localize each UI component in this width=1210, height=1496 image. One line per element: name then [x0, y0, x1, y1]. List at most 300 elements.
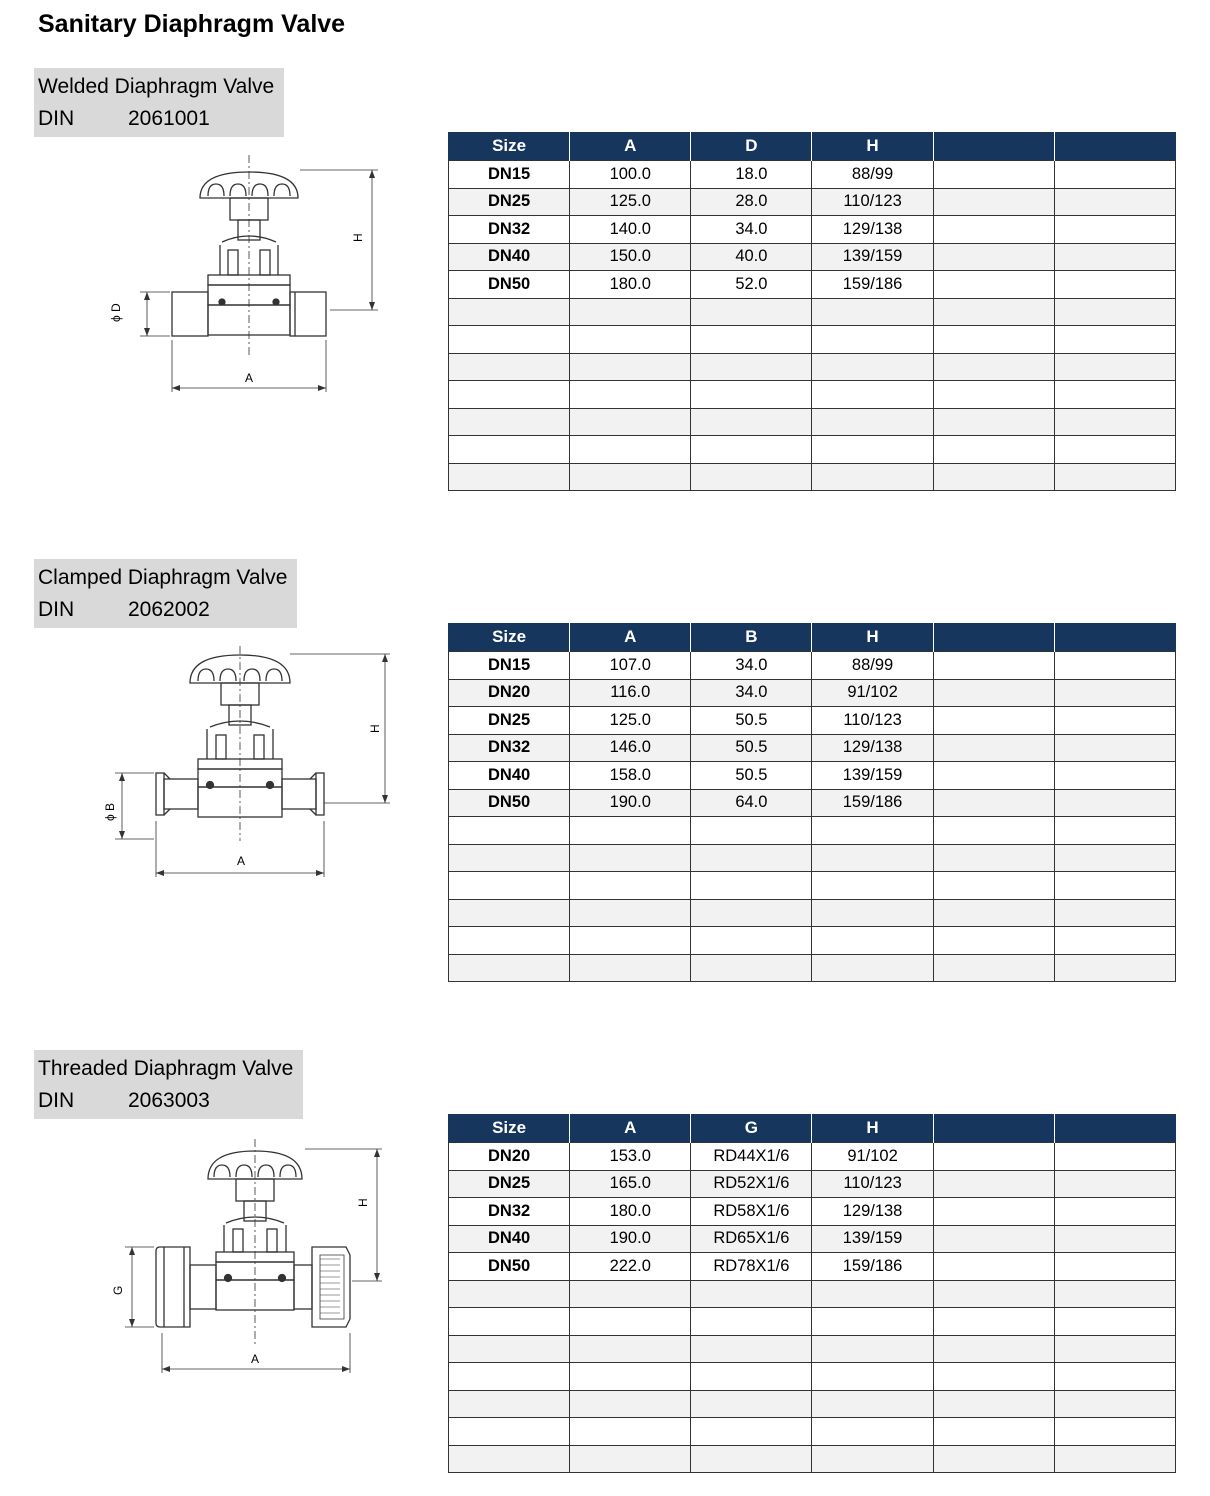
value-cell — [570, 1280, 691, 1308]
value-cell — [933, 872, 1054, 900]
size-cell — [449, 326, 570, 354]
value-cell — [812, 326, 933, 354]
value-cell — [691, 844, 812, 872]
value-cell: 139/159 — [812, 1225, 933, 1253]
value-cell — [812, 927, 933, 955]
value-cell — [933, 188, 1054, 216]
size-cell — [449, 844, 570, 872]
value-cell — [812, 817, 933, 845]
standard: DIN — [38, 107, 75, 130]
value-cell — [933, 161, 1054, 189]
value-cell — [570, 436, 691, 464]
value-cell: 190.0 — [570, 1225, 691, 1253]
value-cell — [1054, 1143, 1175, 1171]
value-cell — [1054, 817, 1175, 845]
value-cell — [1054, 188, 1175, 216]
value-cell — [570, 326, 691, 354]
value-cell — [933, 463, 1054, 491]
value-cell — [812, 1418, 933, 1446]
valve-drawing — [100, 150, 400, 410]
table-row — [449, 844, 1176, 872]
size-cell: DN50 — [449, 271, 570, 299]
value-cell — [812, 872, 933, 900]
length-label: A — [251, 1352, 260, 1366]
value-cell — [570, 408, 691, 436]
value-cell: 140.0 — [570, 216, 691, 244]
table-row — [449, 1308, 1176, 1336]
value-cell — [691, 326, 812, 354]
value-cell: 125.0 — [570, 188, 691, 216]
diameter-label: ϕ D — [109, 303, 123, 322]
value-cell: 129/138 — [812, 1198, 933, 1226]
value-cell — [933, 1253, 1054, 1281]
value-cell — [570, 353, 691, 381]
value-cell — [570, 872, 691, 900]
value-cell: 34.0 — [691, 679, 812, 707]
table-row — [449, 408, 1176, 436]
table-row — [449, 1253, 1176, 1281]
table-row — [449, 243, 1176, 271]
value-cell — [570, 1390, 691, 1418]
value-cell — [691, 408, 812, 436]
size-cell — [449, 381, 570, 409]
value-cell — [1054, 216, 1175, 244]
value-cell: 100.0 — [570, 161, 691, 189]
value-cell — [570, 1418, 691, 1446]
value-cell: 88/99 — [812, 652, 933, 680]
height-label: H — [368, 724, 382, 733]
value-cell — [1054, 1198, 1175, 1226]
section-welded — [0, 0, 1210, 460]
value-cell — [933, 762, 1054, 790]
value-cell — [570, 381, 691, 409]
value-cell — [812, 1308, 933, 1336]
table-row — [449, 1225, 1176, 1253]
value-cell — [812, 844, 933, 872]
size-cell — [449, 1418, 570, 1446]
size-cell: DN50 — [449, 1253, 570, 1281]
column-header — [933, 132, 1054, 161]
value-cell — [691, 463, 812, 491]
value-cell — [570, 463, 691, 491]
size-cell: DN32 — [449, 216, 570, 244]
value-cell: 180.0 — [570, 1198, 691, 1226]
value-cell — [691, 872, 812, 900]
value-cell: 40.0 — [691, 243, 812, 271]
value-cell: 129/138 — [812, 216, 933, 244]
value-cell: RD58X1/6 — [691, 1198, 812, 1226]
page-title: Sanitary Diaphragm Valve — [38, 10, 346, 38]
value-cell: 159/186 — [812, 271, 933, 299]
value-cell — [1054, 1445, 1175, 1473]
value-cell — [691, 436, 812, 464]
size-cell — [449, 463, 570, 491]
value-cell: 91/102 — [812, 1143, 933, 1171]
value-cell: 159/186 — [812, 789, 933, 817]
value-cell — [691, 298, 812, 326]
table-row — [449, 216, 1176, 244]
size-cell — [449, 436, 570, 464]
value-cell — [933, 1308, 1054, 1336]
table-row — [449, 188, 1176, 216]
value-cell — [812, 899, 933, 927]
size-cell: DN25 — [449, 1170, 570, 1198]
section-name: Clamped Diaphragm Valve — [38, 566, 288, 589]
size-cell: DN15 — [449, 161, 570, 189]
spec-table — [448, 1114, 1176, 1473]
value-cell — [933, 899, 1054, 927]
size-cell — [449, 872, 570, 900]
size-cell — [449, 408, 570, 436]
value-cell: 158.0 — [570, 762, 691, 790]
value-cell — [812, 1445, 933, 1473]
table-row — [449, 326, 1176, 354]
table-row — [449, 298, 1176, 326]
value-cell — [933, 271, 1054, 299]
value-cell: 64.0 — [691, 789, 812, 817]
value-cell — [1054, 243, 1175, 271]
value-cell: RD44X1/6 — [691, 1143, 812, 1171]
value-cell — [812, 298, 933, 326]
value-cell: 88/99 — [812, 161, 933, 189]
value-cell — [1054, 872, 1175, 900]
table-row — [449, 381, 1176, 409]
value-cell — [1054, 381, 1175, 409]
table-row — [449, 463, 1176, 491]
value-cell — [933, 1418, 1054, 1446]
table-row — [449, 353, 1176, 381]
value-cell — [812, 408, 933, 436]
value-cell — [933, 1390, 1054, 1418]
value-cell — [812, 381, 933, 409]
value-cell — [1054, 789, 1175, 817]
value-cell — [1054, 927, 1175, 955]
value-cell — [691, 954, 812, 982]
value-cell — [812, 1390, 933, 1418]
column-header: A — [570, 1114, 691, 1143]
column-header: Size — [449, 1114, 570, 1143]
value-cell — [1054, 353, 1175, 381]
table-row — [449, 1390, 1176, 1418]
length-label: A — [245, 371, 254, 385]
size-cell: DN15 — [449, 652, 570, 680]
value-cell — [1054, 326, 1175, 354]
table-row — [449, 161, 1176, 189]
value-cell — [691, 927, 812, 955]
value-cell — [691, 353, 812, 381]
value-cell — [1054, 1308, 1175, 1336]
value-cell — [933, 216, 1054, 244]
valve-drawing — [100, 1137, 400, 1397]
size-cell: DN20 — [449, 1143, 570, 1171]
value-cell — [570, 1445, 691, 1473]
size-cell — [449, 1363, 570, 1391]
value-cell — [1054, 1418, 1175, 1446]
standard-code-row — [38, 1085, 293, 1117]
value-cell — [933, 381, 1054, 409]
size-cell: DN32 — [449, 1198, 570, 1226]
section-label — [34, 559, 297, 628]
section-label — [34, 1050, 303, 1119]
value-cell — [691, 817, 812, 845]
size-cell: DN32 — [449, 734, 570, 762]
size-cell — [449, 954, 570, 982]
value-cell — [570, 927, 691, 955]
value-cell — [933, 1198, 1054, 1226]
size-cell — [449, 1390, 570, 1418]
height-label: H — [356, 1198, 370, 1207]
value-cell: 125.0 — [570, 707, 691, 735]
value-cell — [1054, 762, 1175, 790]
value-cell — [933, 844, 1054, 872]
value-cell — [933, 353, 1054, 381]
size-cell — [449, 927, 570, 955]
value-cell: 50.5 — [691, 762, 812, 790]
height-label: H — [351, 233, 365, 242]
table-row — [449, 1170, 1176, 1198]
size-cell — [449, 1445, 570, 1473]
value-cell — [570, 817, 691, 845]
value-cell: 129/138 — [812, 734, 933, 762]
value-cell — [691, 1445, 812, 1473]
value-cell — [933, 789, 1054, 817]
value-cell — [933, 1170, 1054, 1198]
value-cell — [570, 1363, 691, 1391]
table-row — [449, 899, 1176, 927]
section-name: Threaded Diaphragm Valve — [38, 1057, 294, 1080]
value-cell: 28.0 — [691, 188, 812, 216]
table-row — [449, 652, 1176, 680]
value-cell — [1054, 1170, 1175, 1198]
column-header — [1054, 623, 1175, 652]
table-row — [449, 734, 1176, 762]
product-code: 2063003 — [128, 1089, 210, 1112]
column-header — [933, 623, 1054, 652]
table-row — [449, 1280, 1176, 1308]
size-cell — [449, 353, 570, 381]
value-cell — [1054, 652, 1175, 680]
value-cell: 50.5 — [691, 734, 812, 762]
value-cell — [933, 436, 1054, 464]
value-cell — [691, 1280, 812, 1308]
value-cell — [1054, 1363, 1175, 1391]
table-row — [449, 927, 1176, 955]
value-cell — [812, 353, 933, 381]
section-name: Welded Diaphragm Valve — [38, 75, 275, 98]
value-cell — [812, 463, 933, 491]
table-row — [449, 707, 1176, 735]
value-cell: 50.5 — [691, 707, 812, 735]
table-row — [449, 762, 1176, 790]
value-cell — [1054, 954, 1175, 982]
column-header: A — [570, 623, 691, 652]
value-cell — [1054, 1253, 1175, 1281]
column-header: D — [691, 132, 812, 161]
value-cell — [933, 1335, 1054, 1363]
value-cell — [933, 954, 1054, 982]
size-cell: DN40 — [449, 1225, 570, 1253]
valve-drawing — [90, 641, 390, 901]
value-cell — [1054, 408, 1175, 436]
size-cell — [449, 298, 570, 326]
value-cell — [1054, 298, 1175, 326]
value-cell: 150.0 — [570, 243, 691, 271]
column-header: A — [570, 132, 691, 161]
value-cell: 34.0 — [691, 216, 812, 244]
size-cell: DN25 — [449, 707, 570, 735]
table-row — [449, 1418, 1176, 1446]
size-cell: DN40 — [449, 243, 570, 271]
value-cell — [570, 954, 691, 982]
size-cell: DN50 — [449, 789, 570, 817]
column-header: Size — [449, 623, 570, 652]
value-cell — [812, 954, 933, 982]
length-label: A — [237, 854, 246, 868]
value-cell — [812, 1335, 933, 1363]
table-row — [449, 789, 1176, 817]
value-cell — [933, 652, 1054, 680]
standard: DIN — [38, 598, 75, 621]
value-cell: 190.0 — [570, 789, 691, 817]
value-cell — [933, 927, 1054, 955]
column-header — [933, 1114, 1054, 1143]
size-cell — [449, 1335, 570, 1363]
table-row — [449, 954, 1176, 982]
value-cell: 165.0 — [570, 1170, 691, 1198]
value-cell — [570, 899, 691, 927]
table-header-row — [449, 132, 1176, 161]
value-cell — [1054, 271, 1175, 299]
value-cell — [691, 381, 812, 409]
value-cell — [812, 436, 933, 464]
size-cell — [449, 899, 570, 927]
size-cell — [449, 817, 570, 845]
value-cell — [933, 1225, 1054, 1253]
standard-code-row — [38, 103, 274, 135]
value-cell — [933, 1143, 1054, 1171]
value-cell — [570, 1308, 691, 1336]
value-cell — [1054, 463, 1175, 491]
value-cell: 110/123 — [812, 707, 933, 735]
value-cell — [933, 1445, 1054, 1473]
value-cell — [1054, 1225, 1175, 1253]
value-cell: RD78X1/6 — [691, 1253, 812, 1281]
value-cell — [691, 1308, 812, 1336]
value-cell: 107.0 — [570, 652, 691, 680]
value-cell — [1054, 734, 1175, 762]
table-row — [449, 872, 1176, 900]
value-cell — [933, 408, 1054, 436]
value-cell — [1054, 1280, 1175, 1308]
size-cell: DN40 — [449, 762, 570, 790]
value-cell — [933, 734, 1054, 762]
value-cell: 153.0 — [570, 1143, 691, 1171]
product-code: 2061001 — [128, 107, 210, 130]
column-header: Size — [449, 132, 570, 161]
value-cell: 146.0 — [570, 734, 691, 762]
value-cell — [1054, 1390, 1175, 1418]
section-label — [34, 68, 284, 137]
value-cell: RD65X1/6 — [691, 1225, 812, 1253]
value-cell: 180.0 — [570, 271, 691, 299]
value-cell — [1054, 161, 1175, 189]
value-cell: 52.0 — [691, 271, 812, 299]
table-row — [449, 679, 1176, 707]
standard-code-row — [38, 594, 287, 626]
size-cell — [449, 1280, 570, 1308]
value-cell: 110/123 — [812, 188, 933, 216]
value-cell — [1054, 844, 1175, 872]
section-clamped — [0, 491, 1210, 951]
value-cell: RD52X1/6 — [691, 1170, 812, 1198]
column-header: H — [812, 623, 933, 652]
table-header-row — [449, 623, 1176, 652]
value-cell: 18.0 — [691, 161, 812, 189]
value-cell — [933, 707, 1054, 735]
diameter-label: ϕ B — [103, 802, 117, 821]
size-cell — [449, 1308, 570, 1336]
column-header: B — [691, 623, 812, 652]
value-cell — [1054, 899, 1175, 927]
value-cell — [1054, 436, 1175, 464]
value-cell — [933, 1363, 1054, 1391]
value-cell — [933, 679, 1054, 707]
column-header — [1054, 132, 1175, 161]
value-cell — [812, 1363, 933, 1391]
table-row — [449, 1445, 1176, 1473]
value-cell — [691, 1363, 812, 1391]
standard: DIN — [38, 1089, 75, 1112]
section-threaded — [0, 982, 1210, 1442]
value-cell — [570, 298, 691, 326]
value-cell — [933, 1280, 1054, 1308]
value-cell: 159/186 — [812, 1253, 933, 1281]
value-cell — [933, 298, 1054, 326]
diameter-label: G — [111, 1285, 125, 1295]
value-cell: 116.0 — [570, 679, 691, 707]
value-cell: 91/102 — [812, 679, 933, 707]
value-cell: 222.0 — [570, 1253, 691, 1281]
product-code: 2062002 — [128, 598, 210, 621]
value-cell — [1054, 1335, 1175, 1363]
table-row — [449, 1363, 1176, 1391]
value-cell — [691, 1335, 812, 1363]
value-cell — [1054, 679, 1175, 707]
value-cell — [691, 899, 812, 927]
table-row — [449, 1143, 1176, 1171]
value-cell — [933, 326, 1054, 354]
value-cell — [570, 1335, 691, 1363]
table-row — [449, 436, 1176, 464]
value-cell: 139/159 — [812, 243, 933, 271]
value-cell — [691, 1418, 812, 1446]
column-header: H — [812, 1114, 933, 1143]
column-header: G — [691, 1114, 812, 1143]
value-cell: 139/159 — [812, 762, 933, 790]
size-cell: DN20 — [449, 679, 570, 707]
table-row — [449, 1198, 1176, 1226]
table-row — [449, 817, 1176, 845]
value-cell — [812, 1280, 933, 1308]
value-cell — [1054, 707, 1175, 735]
value-cell: 34.0 — [691, 652, 812, 680]
spec-table — [448, 132, 1176, 491]
value-cell — [570, 844, 691, 872]
table-header-row — [449, 1114, 1176, 1143]
table-row — [449, 1335, 1176, 1363]
table-row — [449, 271, 1176, 299]
value-cell: 110/123 — [812, 1170, 933, 1198]
